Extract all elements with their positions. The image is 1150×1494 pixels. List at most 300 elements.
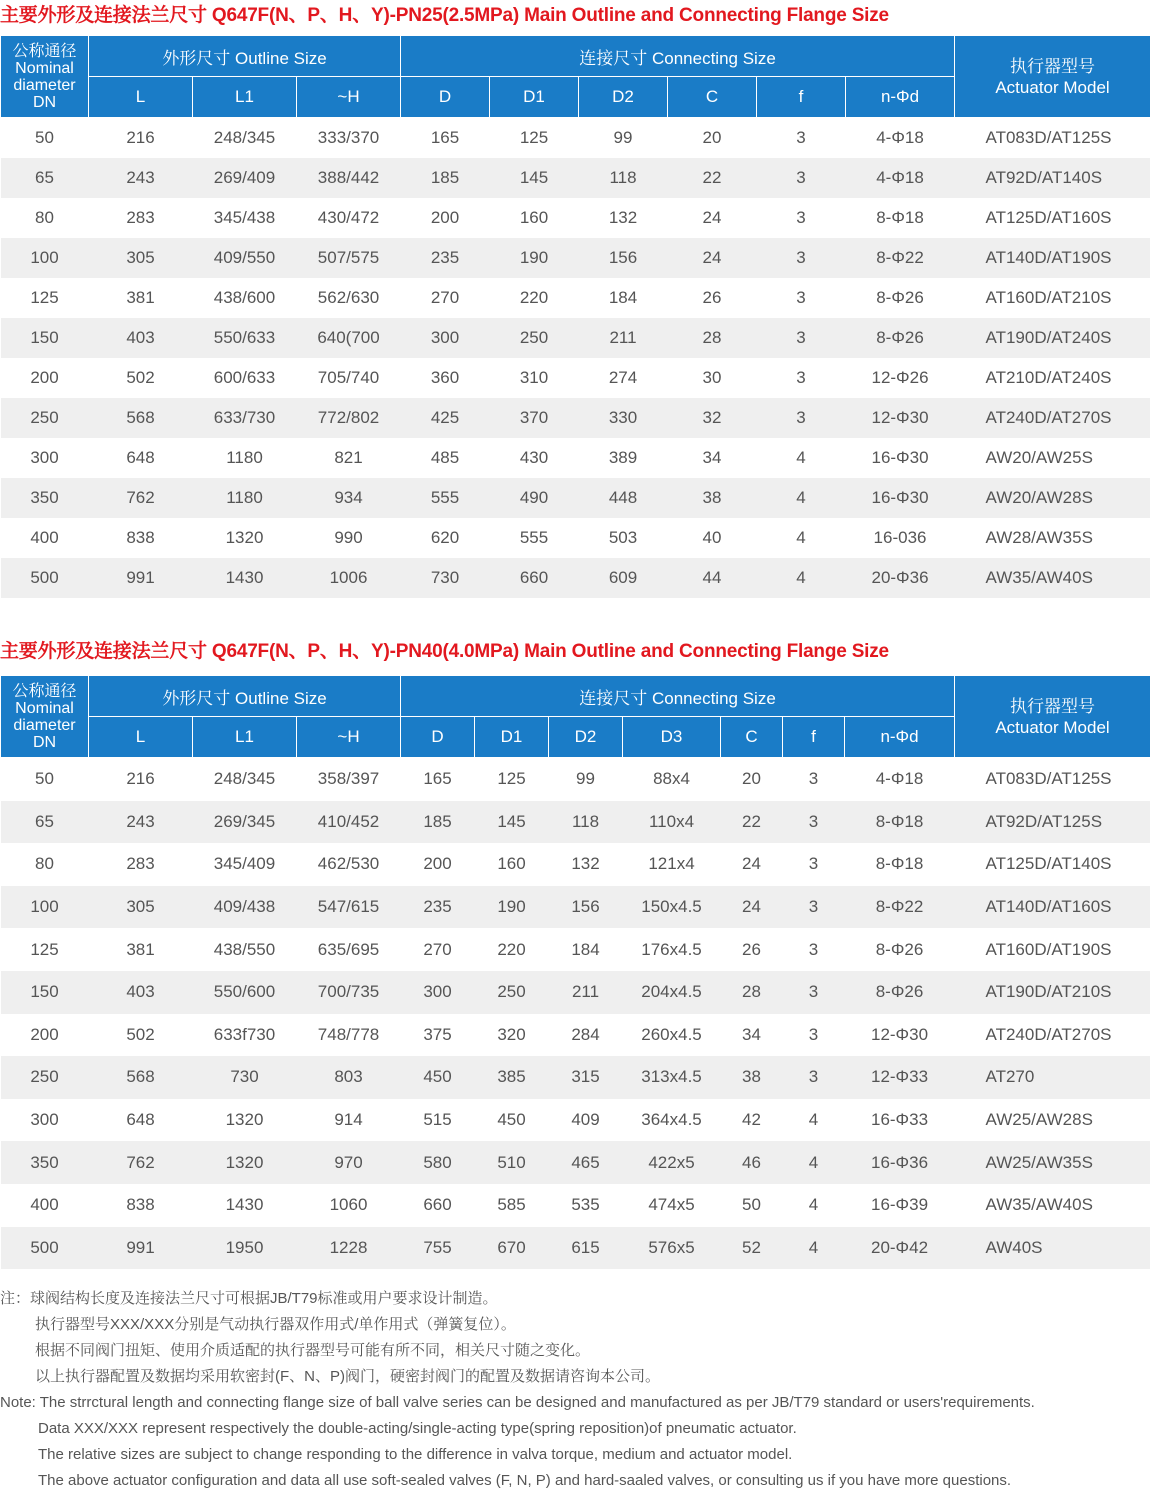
- table-cell: 1320: [193, 1099, 297, 1142]
- table-cell: 52: [721, 1227, 783, 1270]
- table-cell: 609: [579, 558, 668, 598]
- col-header: C: [668, 77, 757, 118]
- dn-header-line: DN: [1, 94, 88, 111]
- col-header: C: [721, 717, 783, 758]
- table-cell: 3: [757, 278, 846, 318]
- dn-cell: 125: [1, 278, 89, 318]
- note-en-line: The relative sizes are subject to change responding to the difference in valva torque, medium and actuator model.: [0, 1442, 1150, 1468]
- table-row: [1, 886, 1150, 929]
- dn-cell: 200: [1, 358, 89, 398]
- actuator-cell: AT210D/AT240S: [955, 358, 1150, 398]
- table-cell: 633f730: [193, 1014, 297, 1057]
- table-cell: 409/550: [193, 238, 297, 278]
- col-header: n-Φd: [845, 717, 955, 758]
- table-cell: 660: [490, 558, 579, 598]
- table-cell: 568: [89, 1056, 193, 1099]
- actuator-cell: AT083D/AT125S: [955, 758, 1150, 801]
- note-cn-line: 以上执行器配置及数据均采用软密封(F、N、P)阀门，硬密封阀门的配置及数据请咨询本公司。: [0, 1364, 1150, 1390]
- table-cell: 150x4.5: [623, 886, 721, 929]
- table-cell: 46: [721, 1141, 783, 1184]
- table-cell: 562/630: [297, 278, 401, 318]
- table-cell: 381: [89, 278, 193, 318]
- table-cell: 121x4: [623, 843, 721, 886]
- table-cell: 12-Φ33: [845, 1056, 955, 1099]
- dn-header-line: Nominal: [1, 60, 88, 77]
- table-cell: 462/530: [297, 843, 401, 886]
- table-cell: 633/730: [193, 398, 297, 438]
- table-cell: 16-036: [846, 518, 955, 558]
- table-cell: 555: [401, 478, 490, 518]
- notes-section: [0, 1286, 1150, 1494]
- table-cell: 20: [668, 118, 757, 159]
- pn25-table-body: [1, 118, 1150, 599]
- dn-cell: 250: [1, 1056, 89, 1099]
- table-row: [1, 758, 1150, 801]
- table-cell: 284: [549, 1014, 623, 1057]
- table-cell: 184: [579, 278, 668, 318]
- table-cell: 4: [783, 1227, 845, 1270]
- table-cell: 16-Φ30: [846, 478, 955, 518]
- table-cell: 485: [401, 438, 490, 478]
- dn-header-line: 公称通径: [1, 43, 88, 60]
- table-cell: 99: [579, 118, 668, 159]
- table-cell: 38: [668, 478, 757, 518]
- dn-cell: 500: [1, 558, 89, 598]
- table-cell: 1180: [193, 478, 297, 518]
- col-header: L: [89, 77, 193, 118]
- table-cell: 4: [783, 1141, 845, 1184]
- table-cell: 1430: [193, 1184, 297, 1227]
- table-cell: 211: [549, 971, 623, 1014]
- table-cell: 4: [757, 478, 846, 518]
- table-cell: 110x4: [623, 801, 721, 844]
- note-cn-line: 注：球阀结构长度及连接法兰尺寸可根据JB/T79标准或用户要求设计制造。: [0, 1286, 1150, 1312]
- actuator-cell: AW25/AW35S: [955, 1141, 1150, 1184]
- table-cell: 125: [490, 118, 579, 159]
- table-cell: 4-Φ18: [846, 118, 955, 159]
- table-cell: 762: [89, 478, 193, 518]
- table-cell: 3: [783, 1056, 845, 1099]
- actuator-cell: AW20/AW28S: [955, 478, 1150, 518]
- table-cell: 705/740: [297, 358, 401, 398]
- connecting-size-header: 连接尺寸 Connecting Size: [401, 676, 955, 717]
- col-header: L1: [193, 717, 297, 758]
- table-cell: 474x5: [623, 1184, 721, 1227]
- dn-cell: 65: [1, 801, 89, 844]
- actuator-cell: AT160D/AT210S: [955, 278, 1150, 318]
- table-cell: 465: [549, 1141, 623, 1184]
- table-cell: 507/575: [297, 238, 401, 278]
- table-cell: 283: [89, 198, 193, 238]
- table-cell: 1950: [193, 1227, 297, 1270]
- table-cell: 409/438: [193, 886, 297, 929]
- table-cell: 42: [721, 1099, 783, 1142]
- table-cell: 755: [401, 1227, 475, 1270]
- table-cell: 50: [721, 1184, 783, 1227]
- table-cell: 364x4.5: [623, 1099, 721, 1142]
- actuator-header-line: Actuator Model: [955, 77, 1150, 98]
- col-header: n-Φd: [846, 77, 955, 118]
- table-cell: 550/633: [193, 318, 297, 358]
- dn-cell: 80: [1, 843, 89, 886]
- table-cell: 502: [89, 1014, 193, 1057]
- table-cell: 118: [549, 801, 623, 844]
- table-cell: 8-Φ18: [845, 801, 955, 844]
- table-cell: 99: [549, 758, 623, 801]
- table-cell: 585: [475, 1184, 549, 1227]
- dn-cell: 400: [1, 518, 89, 558]
- table-cell: 269/409: [193, 158, 297, 198]
- table-cell: 515: [401, 1099, 475, 1142]
- table-cell: 204x4.5: [623, 971, 721, 1014]
- table-cell: 438/550: [193, 928, 297, 971]
- table-cell: 300: [401, 318, 490, 358]
- table-cell: 145: [490, 158, 579, 198]
- table-cell: 24: [721, 886, 783, 929]
- table-cell: 30: [668, 358, 757, 398]
- table-cell: 24: [668, 238, 757, 278]
- table-cell: 990: [297, 518, 401, 558]
- table-cell: 1060: [297, 1184, 401, 1227]
- table-cell: 3: [757, 158, 846, 198]
- table-cell: 8-Φ22: [846, 238, 955, 278]
- table-cell: 28: [721, 971, 783, 1014]
- table-cell: 490: [490, 478, 579, 518]
- table-cell: 235: [401, 886, 475, 929]
- table-cell: 211: [579, 318, 668, 358]
- table-cell: 450: [475, 1099, 549, 1142]
- actuator-cell: AW35/AW40S: [955, 1184, 1150, 1227]
- actuator-cell: AT240D/AT270S: [955, 1014, 1150, 1057]
- table-cell: 4: [783, 1099, 845, 1142]
- table-cell: 12-Φ26: [846, 358, 955, 398]
- table-cell: 160: [475, 843, 549, 886]
- actuator-cell: AT190D/AT210S: [955, 971, 1150, 1014]
- table-row: [1, 558, 1150, 598]
- col-header: D: [401, 717, 475, 758]
- dn-cell: 100: [1, 238, 89, 278]
- table-cell: 313x4.5: [623, 1056, 721, 1099]
- table-cell: 220: [490, 278, 579, 318]
- table-row: [1, 318, 1150, 358]
- table-cell: 430/472: [297, 198, 401, 238]
- table-cell: 600/633: [193, 358, 297, 398]
- col-header: ~H: [297, 77, 401, 118]
- table-cell: 3: [783, 801, 845, 844]
- table-cell: 403: [89, 318, 193, 358]
- table-cell: 409: [549, 1099, 623, 1142]
- actuator-cell: AW20/AW25S: [955, 438, 1150, 478]
- table-cell: 615: [549, 1227, 623, 1270]
- table-cell: 34: [668, 438, 757, 478]
- table-cell: 4: [757, 518, 846, 558]
- table-cell: 200: [401, 843, 475, 886]
- actuator-cell: AW25/AW28S: [955, 1099, 1150, 1142]
- table-cell: 22: [668, 158, 757, 198]
- note-en-line: Data XXX/XXX represent respectively the double-acting/single-acting type(spring reposition)of pneumatic actuator.: [0, 1416, 1150, 1442]
- actuator-cell: AW40S: [955, 1227, 1150, 1270]
- col-header: f: [783, 717, 845, 758]
- actuator-cell: AT160D/AT190S: [955, 928, 1150, 971]
- dn-cell: 400: [1, 1184, 89, 1227]
- table-cell: 991: [89, 1227, 193, 1270]
- dn-cell: 200: [1, 1014, 89, 1057]
- table-row: [1, 971, 1150, 1014]
- table-cell: 26: [668, 278, 757, 318]
- table-cell: 388/442: [297, 158, 401, 198]
- col-header: D3: [623, 717, 721, 758]
- table-cell: 16-Φ36: [845, 1141, 955, 1184]
- table-cell: 305: [89, 238, 193, 278]
- table-row: [1, 1227, 1150, 1270]
- table-cell: 358/397: [297, 758, 401, 801]
- table-cell: 914: [297, 1099, 401, 1142]
- table-row: [1, 1141, 1150, 1184]
- table-row: [1, 843, 1150, 886]
- table-cell: 8-Φ26: [845, 971, 955, 1014]
- table-cell: 16-Φ33: [845, 1099, 955, 1142]
- actuator-cell: AT125D/AT140S: [955, 843, 1150, 886]
- table-cell: 3: [783, 928, 845, 971]
- table-cell: 8-Φ22: [845, 886, 955, 929]
- table-cell: 3: [783, 886, 845, 929]
- table-cell: 270: [401, 928, 475, 971]
- table-cell: 330: [579, 398, 668, 438]
- table-cell: 250: [490, 318, 579, 358]
- pn40-size-table: [0, 675, 1150, 1269]
- actuator-cell: AT125D/AT160S: [955, 198, 1150, 238]
- table-cell: 305: [89, 886, 193, 929]
- col-header: D: [401, 77, 490, 118]
- table-row: [1, 801, 1150, 844]
- dn-cell: 250: [1, 398, 89, 438]
- table-cell: 430: [490, 438, 579, 478]
- table-cell: 550/600: [193, 971, 297, 1014]
- dn-cell: 80: [1, 198, 89, 238]
- table-cell: 200: [401, 198, 490, 238]
- col-header: L1: [193, 77, 297, 118]
- table-cell: 762: [89, 1141, 193, 1184]
- table-cell: 510: [475, 1141, 549, 1184]
- table-cell: 274: [579, 358, 668, 398]
- table-cell: 535: [549, 1184, 623, 1227]
- dn-cell: 500: [1, 1227, 89, 1270]
- table-cell: 165: [401, 758, 475, 801]
- note-en-line: The above actuator configuration and data all use soft-sealed valves (F, N, P) and hard-saaled valves, or consulting us if you have more questions.: [0, 1468, 1150, 1494]
- table-cell: 190: [475, 886, 549, 929]
- col-header: D1: [475, 717, 549, 758]
- table-cell: 821: [297, 438, 401, 478]
- table-cell: 34: [721, 1014, 783, 1057]
- table-cell: 8-Φ26: [846, 318, 955, 358]
- actuator-header-line: Actuator Model: [955, 717, 1150, 738]
- pn25-size-table: [0, 35, 1150, 598]
- table-cell: 16-Φ30: [846, 438, 955, 478]
- table-cell: 375: [401, 1014, 475, 1057]
- table-cell: 300: [401, 971, 475, 1014]
- actuator-model-header: [955, 676, 1150, 758]
- dn-cell: 300: [1, 438, 89, 478]
- actuator-cell: AT92D/AT140S: [955, 158, 1150, 198]
- table-cell: 283: [89, 843, 193, 886]
- table-cell: 4: [757, 438, 846, 478]
- table-cell: 176x4.5: [623, 928, 721, 971]
- note-cn-line: 根据不同阀门扭矩、使用介质适配的执行器型号可能有所不同，相关尺寸随之变化。: [0, 1338, 1150, 1364]
- col-header: D2: [549, 717, 623, 758]
- table-cell: 580: [401, 1141, 475, 1184]
- table-row: [1, 928, 1150, 971]
- note-cn-line: 执行器型号XXX/XXX分别是气动执行器双作用式/单作用式（弹簧复位）。: [0, 1312, 1150, 1338]
- table-cell: 345/409: [193, 843, 297, 886]
- table-cell: 3: [757, 358, 846, 398]
- table-row: [1, 1184, 1150, 1227]
- col-header: f: [757, 77, 846, 118]
- outline-size-header: 外形尺寸 Outline Size: [89, 36, 401, 77]
- table-cell: 547/615: [297, 886, 401, 929]
- table-cell: 132: [549, 843, 623, 886]
- col-header: ~H: [297, 717, 401, 758]
- table-cell: 118: [579, 158, 668, 198]
- table-cell: 26: [721, 928, 783, 971]
- table-row: [1, 478, 1150, 518]
- table-cell: 576x5: [623, 1227, 721, 1270]
- table-cell: 370: [490, 398, 579, 438]
- table-cell: 3: [757, 318, 846, 358]
- table-cell: 216: [89, 118, 193, 159]
- table-cell: 1320: [193, 1141, 297, 1184]
- table-cell: 991: [89, 558, 193, 598]
- table-cell: 270: [401, 278, 490, 318]
- table-cell: 648: [89, 1099, 193, 1142]
- table-cell: 40: [668, 518, 757, 558]
- table-cell: 3: [757, 238, 846, 278]
- table-cell: 1228: [297, 1227, 401, 1270]
- actuator-header-line: 执行器型号: [955, 56, 1150, 77]
- table-cell: 838: [89, 518, 193, 558]
- table-cell: 3: [757, 118, 846, 159]
- dn-cell: 100: [1, 886, 89, 929]
- actuator-cell: AT140D/AT190S: [955, 238, 1150, 278]
- col-header: L: [89, 717, 193, 758]
- dn-header-line: DN: [1, 734, 88, 751]
- table-row: [1, 398, 1150, 438]
- dn-cell: 150: [1, 318, 89, 358]
- table-cell: 132: [579, 198, 668, 238]
- table-cell: 4: [757, 558, 846, 598]
- table-cell: 1320: [193, 518, 297, 558]
- table-cell: 620: [401, 518, 490, 558]
- table-cell: 1006: [297, 558, 401, 598]
- table-row: [1, 1014, 1150, 1057]
- table-row: [1, 438, 1150, 478]
- table-row: [1, 278, 1150, 318]
- table-cell: 243: [89, 158, 193, 198]
- dn-cell: 300: [1, 1099, 89, 1142]
- table-row: [1, 1099, 1150, 1142]
- table-cell: 156: [579, 238, 668, 278]
- table-cell: 12-Φ30: [846, 398, 955, 438]
- table-cell: 8-Φ18: [846, 198, 955, 238]
- actuator-cell: AT190D/AT240S: [955, 318, 1150, 358]
- table-cell: 425: [401, 398, 490, 438]
- table-cell: 438/600: [193, 278, 297, 318]
- connecting-size-header: 连接尺寸 Connecting Size: [401, 36, 955, 77]
- dn-cell: 125: [1, 928, 89, 971]
- actuator-header-line: 执行器型号: [955, 696, 1150, 717]
- table-cell: 315: [549, 1056, 623, 1099]
- table-row: [1, 518, 1150, 558]
- table-cell: 243: [89, 801, 193, 844]
- table-cell: 320: [475, 1014, 549, 1057]
- table-cell: 248/345: [193, 118, 297, 159]
- table-cell: 20-Φ42: [845, 1227, 955, 1270]
- table-cell: 568: [89, 398, 193, 438]
- table-cell: 250: [475, 971, 549, 1014]
- table-cell: 16-Φ39: [845, 1184, 955, 1227]
- table-cell: 190: [490, 238, 579, 278]
- table-cell: 410/452: [297, 801, 401, 844]
- table-cell: 3: [783, 1014, 845, 1057]
- table-cell: 640(700: [297, 318, 401, 358]
- table-cell: 448: [579, 478, 668, 518]
- table-cell: 670: [475, 1227, 549, 1270]
- actuator-cell: AW28/AW35S: [955, 518, 1150, 558]
- table-row: [1, 358, 1150, 398]
- table-cell: 160: [490, 198, 579, 238]
- table-cell: 422x5: [623, 1141, 721, 1184]
- dn-header-line: 公称通径: [1, 683, 88, 700]
- table-cell: 4-Φ18: [845, 758, 955, 801]
- dn-cell: 150: [1, 971, 89, 1014]
- actuator-cell: AT270: [955, 1056, 1150, 1099]
- table-cell: 381: [89, 928, 193, 971]
- table-cell: 3: [783, 758, 845, 801]
- table-row: [1, 1056, 1150, 1099]
- table-cell: 184: [549, 928, 623, 971]
- table-cell: 648: [89, 438, 193, 478]
- actuator-cell: AW35/AW40S: [955, 558, 1150, 598]
- col-header: D2: [579, 77, 668, 118]
- table-cell: 389: [579, 438, 668, 478]
- actuator-model-header: [955, 36, 1150, 118]
- table-cell: 838: [89, 1184, 193, 1227]
- table-cell: 125: [475, 758, 549, 801]
- table-cell: 333/370: [297, 118, 401, 159]
- table-cell: 3: [783, 971, 845, 1014]
- note-en-line: Note: The strrctural length and connecting flange size of ball valve series can be designed and manufactured as per JB/T79 standard or users'requirements.: [0, 1390, 1150, 1416]
- table-cell: 20: [721, 758, 783, 801]
- table-cell: 450: [401, 1056, 475, 1099]
- table-cell: 22: [721, 801, 783, 844]
- table-cell: 748/778: [297, 1014, 401, 1057]
- table-cell: 32: [668, 398, 757, 438]
- table-cell: 24: [721, 843, 783, 886]
- table-cell: 502: [89, 358, 193, 398]
- pn40-table-body: [1, 758, 1150, 1270]
- dn-header: [1, 676, 89, 758]
- table-cell: 310: [490, 358, 579, 398]
- table-cell: 772/802: [297, 398, 401, 438]
- table-cell: 3: [757, 398, 846, 438]
- table-cell: 555: [490, 518, 579, 558]
- table-cell: 260x4.5: [623, 1014, 721, 1057]
- table-cell: 403: [89, 971, 193, 1014]
- dn-header-line: diameter: [1, 717, 88, 734]
- table-cell: 38: [721, 1056, 783, 1099]
- table-cell: 8-Φ18: [845, 843, 955, 886]
- table-cell: 660: [401, 1184, 475, 1227]
- dn-cell: 65: [1, 158, 89, 198]
